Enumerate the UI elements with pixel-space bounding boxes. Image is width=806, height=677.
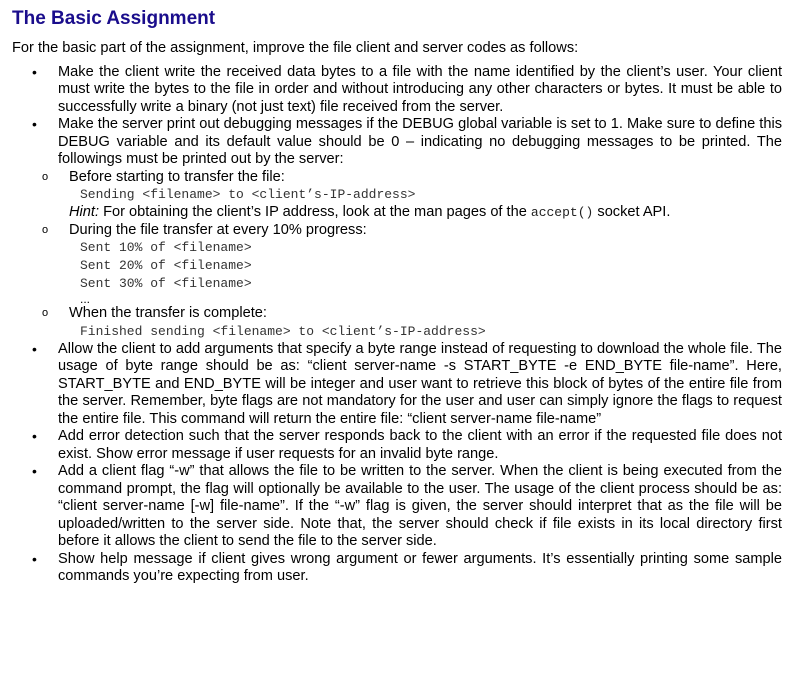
document-page [12,6,782,586]
list-item-text: Add a client flag “-w” that allows the file to be written to the server. When the client is being executed from the command prompt, the flag will optionally be available to the user. The usage of the client process should be as: “client server-name [-w] file-name”. If the “-w” flag is given, the server should interpret that as the file will be uploaded/written to the server side. Note that, the server should check if file exists in its local directory first before it allows the client to send the file to the server side. [58,463,782,549]
sub-list-item [12,222,782,306]
list-item-text: Make the client write the received data bytes to a file with the name identified by the client’s user. Your client must write the bytes to the file in order and without introducing any other characters or bytes. It must be able to successfully write a binary (not just text) file received from the server. [58,63,782,115]
list-item [12,116,782,341]
list-item [12,551,782,586]
code-sample: Finished sending <filename> to <client’s-IP-address> [80,323,486,339]
bullet-icon: • [32,550,37,567]
bullet-icon: • [32,63,37,80]
requirements-list [12,64,782,586]
section-heading: The Basic Assignment [12,8,216,29]
list-item [12,341,782,429]
sub-list-item-text: During the file transfer at every 10% progress: [69,221,367,238]
debug-messages-list [12,169,782,341]
sub-bullet-icon: o [42,223,49,236]
code-sample: Sending <filename> to <client’s-IP-address> [80,187,416,202]
list-item-text: Show help message if client gives wrong argument or fewer arguments. It’s essentially printing some sample commands you’re expecting from user. [58,550,782,584]
bullet-icon: • [32,428,37,444]
intro-paragraph: For the basic part of the assignment, improve the file client and server codes as follows: [12,40,579,56]
list-item [12,463,782,551]
hint-paragraph [69,204,782,222]
hint-label: Hint: [69,204,100,220]
bullet-icon: • [32,116,37,132]
code-sample: Sent 20% of <filename> [80,258,252,273]
ellipsis: ... [80,292,91,306]
bullet-icon: • [32,463,37,479]
sub-list-item [12,169,782,222]
sub-bullet-icon: o [42,307,49,319]
list-item-text: Add error detection such that the server responds back to the client with an error if the requested file does not exist. Show error message if user requests for an invalid byte range. [58,428,782,462]
list-item [12,428,782,463]
hint-text-end: socket API. [597,204,671,220]
sub-list-item [12,305,782,341]
sub-list-item-text: When the transfer is complete: [69,305,267,321]
sub-bullet-icon: o [42,170,49,183]
list-item [12,64,782,117]
sub-list-item-text: Before starting to transfer the file: [69,168,285,185]
code-sample: Sent 30% of <filename> [80,276,252,291]
code-sample: Sent 10% of <filename> [80,240,252,255]
list-item-text: Make the server print out debugging messages if the DEBUG global variable is set to 1. Make sure to define this DEBUG variable and its default value should be 0 – indicating no debugging messages to be printed. The followings must be printed out by the server: [58,116,782,167]
list-item-text: Allow the client to add arguments that specify a byte range instead of requesting to download the whole file. The usage of byte range should be as: “client server-name -s START_BYTE -e END_BYTE file-name”. Here, START_BYTE and END_BYTE will be integer and user want to retrieve this block of bytes of the entire file from the server. Remember, byte flags are not mandatory for the user and user can simply ignore the flags to request the entire file. This command will return the entire file: “client server-name file-name” [58,340,782,427]
bullet-icon: • [32,340,37,357]
hint-code: accept() [530,205,594,220]
hint-text: For obtaining the client’s IP address, look at the man pages of the [103,204,527,220]
